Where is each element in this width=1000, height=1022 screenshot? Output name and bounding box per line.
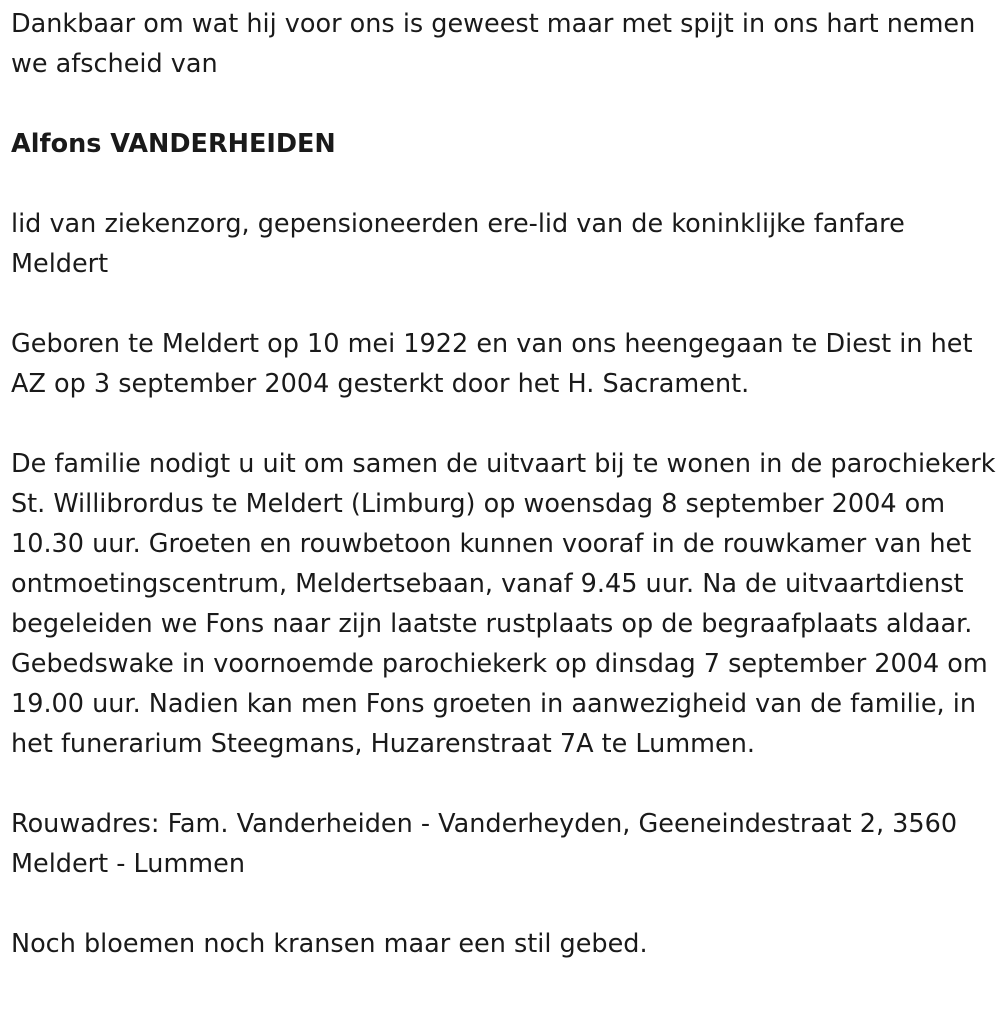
intro-text: Dankbaar om wat hij voor ons is geweest maar met spijt in ons hart nemen we afscheid van <box>11 9 976 79</box>
obituary-notice <box>11 4 996 964</box>
affiliations-text: lid van ziekenzorg, gepensioneerden ere-lid van de koninklijke fanfare Meldert <box>11 209 905 279</box>
mourning-address-text: Rouwadres: Fam. Vanderheiden - Vanderheyden, Geeneindestraat 2, 3560 Meldert - Lummen <box>11 809 958 879</box>
closing-text: Noch bloemen noch kransen maar een stil gebed. <box>11 929 648 959</box>
birth-death-text: Geboren te Meldert op 10 mei 1922 en van ons heengegaan te Diest in het AZ op 3 september 2004 gesterkt door het H. Sacrament. <box>11 329 973 399</box>
deceased-name: Alfons VANDERHEIDEN <box>11 129 336 159</box>
funeral-details-text: De familie nodigt u uit om samen de uitvaart bij te wonen in de parochiekerk St. Willibrordus te Meldert (Limburg) op woensdag 8 september 2004 om 10.30 uur. Groeten en rouwbetoon kunnen vooraf in de rouwkamer van het ontmoetingscentrum, Meldertsebaan, vanaf 9.45 uur. Na de uitvaartdienst begeleiden we Fons naar zijn laatste rustplaats op de begraafplaats aldaar. Gebedswake in voornoemde parochiekerk op dinsdag 7 september 2004 om 19.00 uur. Nadien kan men Fons groeten in aanwezigheid van de familie, in het funerarium Steegmans, Huzarenstraat 7A te Lummen. <box>11 449 996 759</box>
